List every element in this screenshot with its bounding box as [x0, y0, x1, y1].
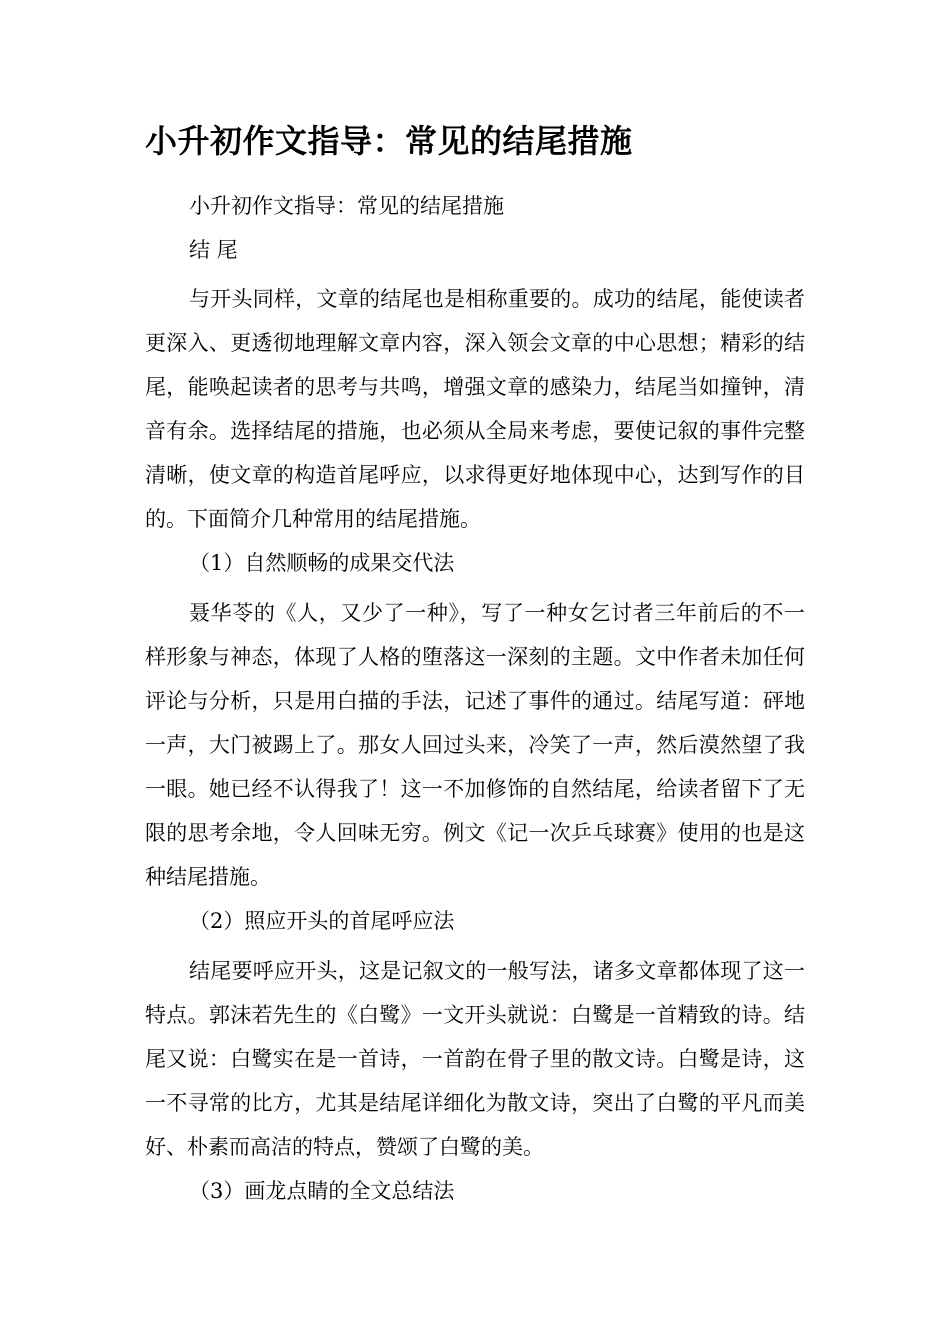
method-paragraph-1: 聂华苓的《人，又少了一种》，写了一种女乞讨者三年前后的不一样形象与神态，体现了人格的堕落这一深刻的主题。文中作者未加任何评论与分析，只是用白描的手法，记述了事件的通过。结尾写道：砰地一声，大门被踢上了。那女人回过头来，冷笑了一声，然后漠然望了我一眼。她已经不认得我了！这一不加修饰的自然结尾，给读者留下了无限的思考余地，令人回味无穷。例文《记一次乒乓球赛》使用的也是这种结尾措施。	[145, 601, 805, 889]
document-title: 小升初作文指导：常见的结尾措施	[145, 122, 633, 160]
subtitle-line: 小升初作文指导：常见的结尾措施	[189, 194, 504, 218]
method-heading-1: （1）自然顺畅的成果交代法	[189, 551, 455, 575]
section-heading: 结 尾	[189, 238, 238, 262]
method-paragraph-2: 结尾要呼应开头，这是记叙文的一般写法，诸多文章都体现了这一特点。郭沫若先生的《白鹭》一文开头就说：白鹭是一首精致的诗。结尾又说：白鹭实在是一首诗，一首韵在骨子里的散文诗。白鹭是诗，这一不寻常的比方，尤其是结尾详细化为散文诗，突出了白鹭的平凡而美好、朴素而高洁的特点，赞颂了白鹭的美。	[145, 959, 805, 1159]
document-body	[145, 184, 805, 1213]
intro-paragraph: 与开头同样，文章的结尾也是相称重要的。成功的结尾，能使读者更深入、更透彻地理解文章内容，深入领会文章的中心思想；精彩的结尾，能唤起读者的思考与共鸣，增强文章的感染力，结尾当如撞钟，清音有余。选择结尾的措施，也必须从全局来考虑，要使记叙的事件完整清晰，使文章的构造首尾呼应，以求得更好地体现中心，达到写作的目的。下面简介几种常用的结尾措施。	[145, 287, 805, 531]
method-heading-3: （3）画龙点睛的全文总结法	[189, 1179, 455, 1203]
method-heading-2: （2）照应开头的首尾呼应法	[189, 909, 455, 933]
